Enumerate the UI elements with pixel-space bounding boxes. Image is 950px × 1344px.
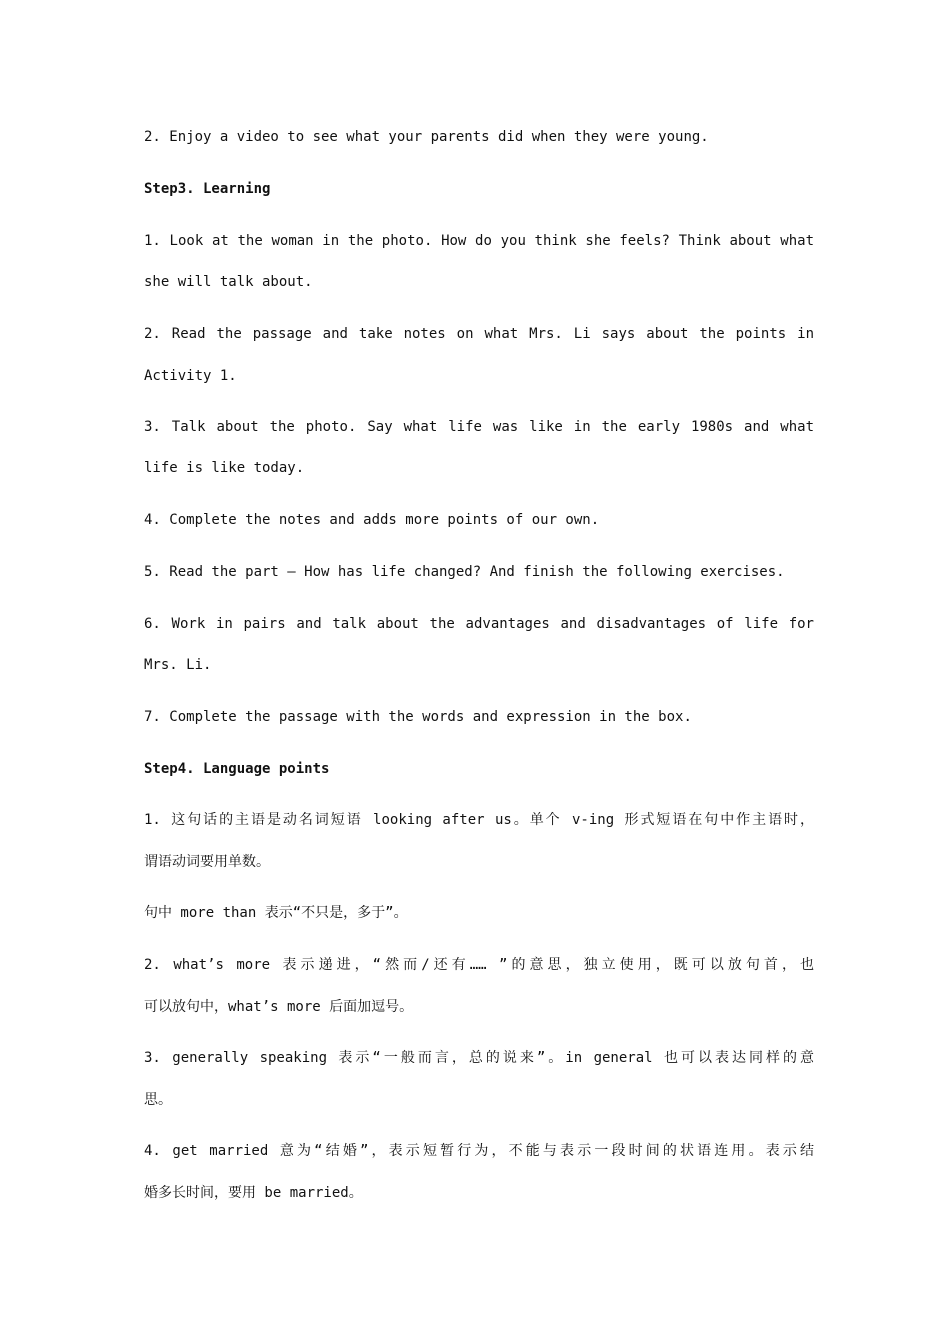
step4-item-3-line-2: 思。 bbox=[144, 1092, 172, 1108]
step3-item-4: 4. Complete the notes and adds more points of our own. bbox=[144, 512, 600, 528]
step4-item-4-line-1: 4. get married 意为“结婚”，表示短暂行为，不能与表示一段时间的状语连用。表示结 bbox=[144, 1143, 814, 1159]
step3-item-5: 5. Read the part – How has life changed? And finish the following exercises. bbox=[144, 564, 785, 580]
step4-heading: Step4. Language points bbox=[144, 761, 330, 777]
step3-item-3-line-2: life is like today. bbox=[144, 460, 305, 476]
step4-item-1-line-2: 谓语动词要用单数。 bbox=[144, 854, 270, 870]
step3-item-6-line-2: Mrs. Li. bbox=[144, 657, 212, 673]
step3-item-7: 7. Complete the passage with the words and expression in the box. bbox=[144, 709, 692, 725]
step3-item-3-line-1: 3. Talk about the photo. Say what life was like in the early 1980s and what bbox=[144, 419, 814, 435]
step4-item-4-line-2: 婚多长时间，要用 be married。 bbox=[144, 1185, 363, 1201]
step3-item-2-line-1: 2. Read the passage and take notes on what Mrs. Li says about the points in bbox=[144, 326, 814, 342]
step4-note-more-than: 句中 more than 表示“不只是，多于”。 bbox=[144, 905, 408, 921]
step4-item-1-line-1: 1. 这句话的主语是动名词短语 looking after us。单个 v-ing 形式短语在句中作主语时， bbox=[144, 812, 814, 828]
step3-item-2-line-2: Activity 1. bbox=[144, 368, 237, 384]
step3-item-1-line-1: 1. Look at the woman in the photo. How do you think she feels? Think about what bbox=[144, 233, 814, 249]
step2-item-2: 2. Enjoy a video to see what your parents did when they were young. bbox=[144, 129, 709, 145]
step4-item-2-line-2: 可以放句中，what’s more 后面加逗号。 bbox=[144, 999, 414, 1015]
step3-item-6-line-1: 6. Work in pairs and talk about the advantages and disadvantages of life for bbox=[144, 616, 814, 632]
step3-heading: Step3. Learning bbox=[144, 181, 271, 197]
step4-item-2-line-1: 2. what’s more 表示递进，“然而/还有…… ”的意思，独立使用，既可以放句首，也 bbox=[144, 957, 814, 973]
step4-item-3-line-1: 3. generally speaking 表示“一般而言，总的说来”。in general 也可以表达同样的意 bbox=[144, 1050, 814, 1066]
step3-item-1-line-2: she will talk about. bbox=[144, 274, 313, 290]
